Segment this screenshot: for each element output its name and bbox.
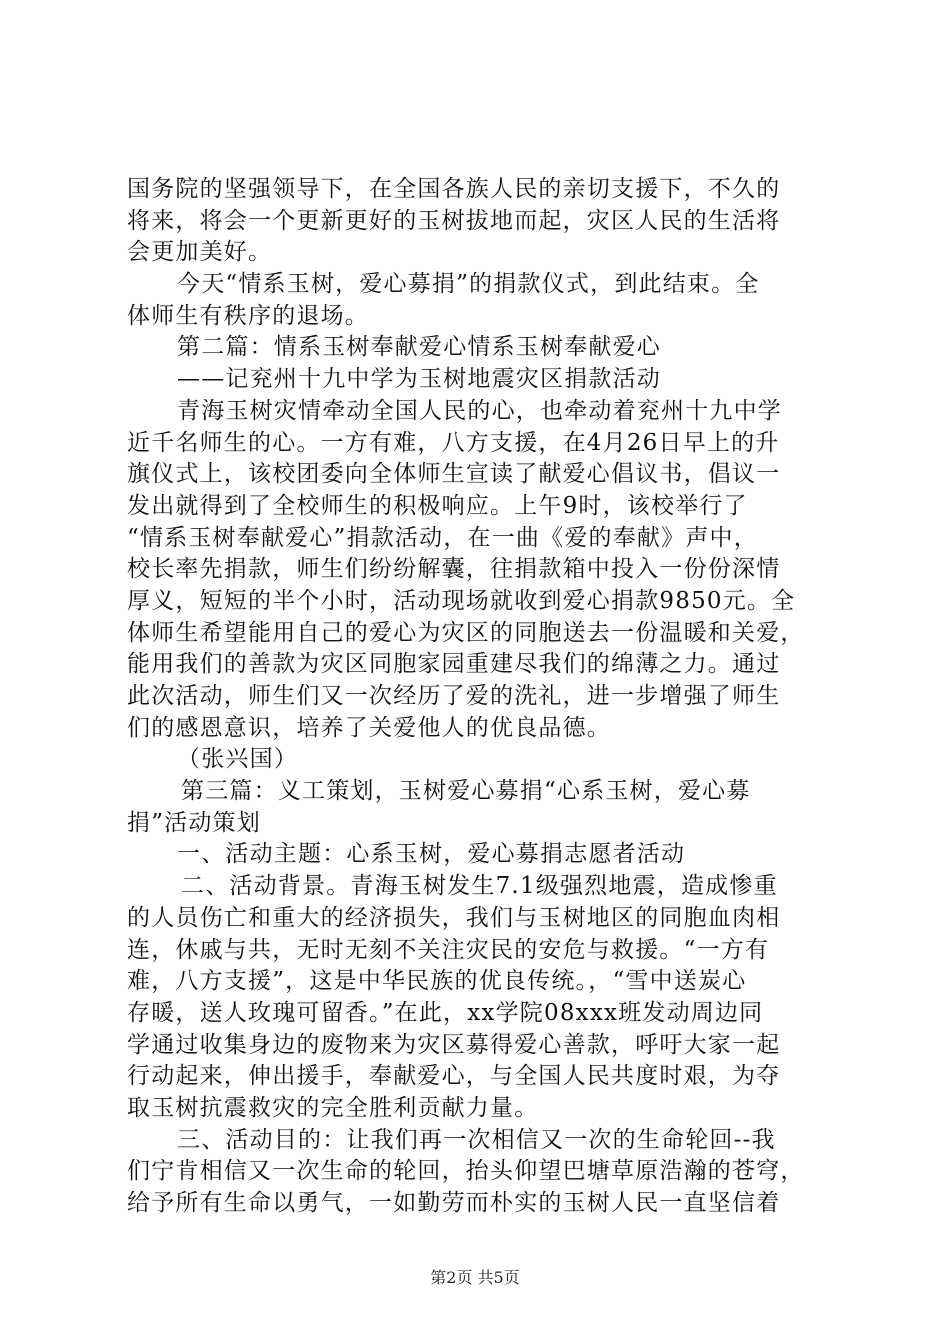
text-line: 国务院的坚强领导下，在全国各族人民的亲切支援下，不久的	[127, 176, 781, 202]
text-line: 捐”活动策划	[127, 809, 261, 836]
text-line: 体师生希望能用自己的爱心为灾区的同胞送去一份温暖和关爱，	[127, 619, 805, 646]
section-subtitle: ——记兖州十九中学为玉树地震灾区捐款活动	[177, 366, 661, 393]
text-line: 行动起来，伸出援手，奉献爱心，与全国人民共度时艰，为夺	[127, 1063, 781, 1090]
list-item-background: 二、活动背景。青海玉树发生7.1级强烈地震，造成惨重	[181, 873, 778, 900]
text-line: 发出就得到了全校师生的积极响应。上午9时，该校举行了	[127, 492, 748, 519]
text-line: 能用我们的善款为灾区同胞家园重建尽我们的绵薄之力。通过	[127, 651, 781, 678]
page-number-footer: 第2页 共5页	[430, 1268, 520, 1287]
section-heading-three: 第三篇：义工策划，玉树爱心募捐“心系玉树，爱心募	[181, 778, 751, 805]
text-line: 此次活动，师生们又一次经历了爱的洗礼，进一步增强了师生	[127, 683, 781, 709]
paragraph-start-line: 青海玉树灾情牵动全国人民的心，也牵动着兖州十九中学	[177, 397, 782, 424]
text-line: 将来，将会一个更新更好的玉树拔地而起，灾区人民的生活将	[127, 207, 781, 234]
text-line: 给予所有生命以勇气，一如勤劳而朴实的玉树人民一直坚信着	[127, 1190, 781, 1216]
text-line: 难，八方支援”，这是中华民族的优良传统。，“雪中送炭心	[127, 968, 747, 995]
list-item-purpose: 三、活动目的：让我们再一次相信又一次的生命轮回--我	[177, 1126, 776, 1153]
text-line: 连，休戚与共，无时无刻不关注灾民的安危与救援。“一方有	[127, 936, 770, 963]
text-line: 们的感恩意识，培养了关爱他人的优良品德。	[127, 714, 611, 741]
text-line: “情系玉树奉献爱心”捐款活动，在一曲《爱的奉献》声中，	[127, 524, 758, 551]
text-line: 会更加美好。	[127, 239, 273, 266]
author-line: （张兴国）	[177, 746, 298, 773]
text-line: 们宁肯相信又一次生命的轮回，抬头仰望巴塘草原浩瀚的苍穹，	[127, 1158, 805, 1185]
paragraph-start-line: 今天“情系玉树，爱心募捐”的捐款仪式，到此结束。全	[177, 271, 760, 298]
text-line: 的人员伤亡和重大的经济损失，我们与玉树地区的同胞血肉相	[127, 904, 781, 931]
section-heading-two: 第二篇：情系玉树奉献爱心情系玉树奉献爱心	[177, 334, 661, 361]
text-line: 体师生有秩序的退场。	[127, 302, 369, 329]
text-line: 校长率先捐款，师生们纷纷解囊，往捐款箱中投入一份份深情	[127, 556, 781, 583]
text-line: 存暖，送人玫瑰可留香。”在此，xx学院08xxx班发动周边同	[127, 999, 764, 1026]
text-line: 近千名师生的心。一方有难，八方支援，在4月26日早上的升	[127, 429, 780, 456]
text-line: 取玉树抗震救灾的完全胜利贡献力量。	[127, 1094, 539, 1121]
list-item-theme: 一、活动主题：心系玉树，爱心募捐志愿者活动	[177, 841, 686, 868]
document-body	[127, 174, 827, 1220]
text-line: 学通过收集身边的废物来为灾区募得爱心善款，呼吁大家一起	[127, 1031, 781, 1058]
text-line: 旗仪式上，该校团委向全体师生宣读了献爱心倡议书，倡议一	[127, 461, 781, 488]
text-line: 厚义，短短的半个小时，活动现场就收到爱心捐款9850元。全	[127, 587, 796, 614]
